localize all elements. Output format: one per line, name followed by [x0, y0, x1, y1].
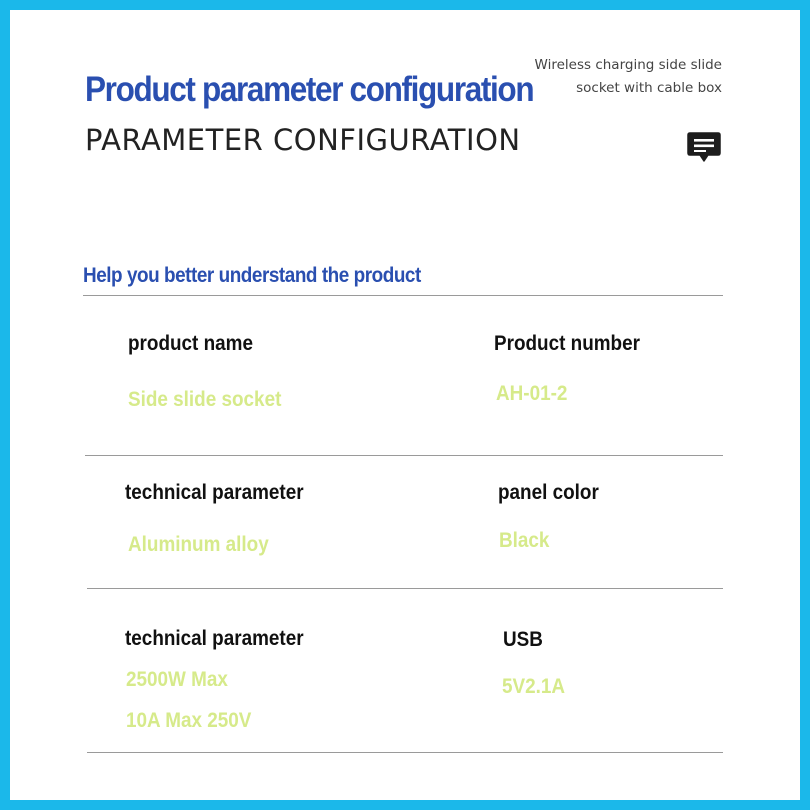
divider [83, 295, 723, 296]
panel-color-value: Black [499, 529, 550, 552]
product-description [535, 54, 722, 100]
divider [87, 588, 723, 589]
usb-label: USB [503, 628, 543, 651]
page-subtitle: PARAMETER CONFIGURATION [85, 123, 521, 157]
technical-parameter-label: technical parameter [125, 481, 304, 504]
product-number-value: AH-01-2 [496, 382, 568, 405]
material-value: Aluminum alloy [128, 533, 269, 556]
page-title: Product parameter configuration [85, 70, 534, 109]
usb-value: 5V2.1A [502, 675, 566, 698]
product-description-line1: Wireless charging side slide [534, 57, 722, 73]
divider [87, 752, 723, 753]
technical-parameter-label: technical parameter [125, 627, 304, 650]
product-name-label: product name [128, 332, 253, 355]
rating-value: 10A Max 250V [126, 709, 252, 732]
section-heading: Help you better understand the product [83, 264, 421, 287]
chat-icon [686, 129, 722, 165]
product-description-line2: socket with cable box [576, 80, 722, 96]
page-frame [10, 10, 800, 800]
divider [85, 455, 723, 456]
product-name-value: Side slide socket [128, 388, 282, 411]
product-number-label: Product number [494, 332, 640, 355]
power-value: 2500W Max [126, 668, 228, 691]
panel-color-label: panel color [498, 481, 599, 504]
